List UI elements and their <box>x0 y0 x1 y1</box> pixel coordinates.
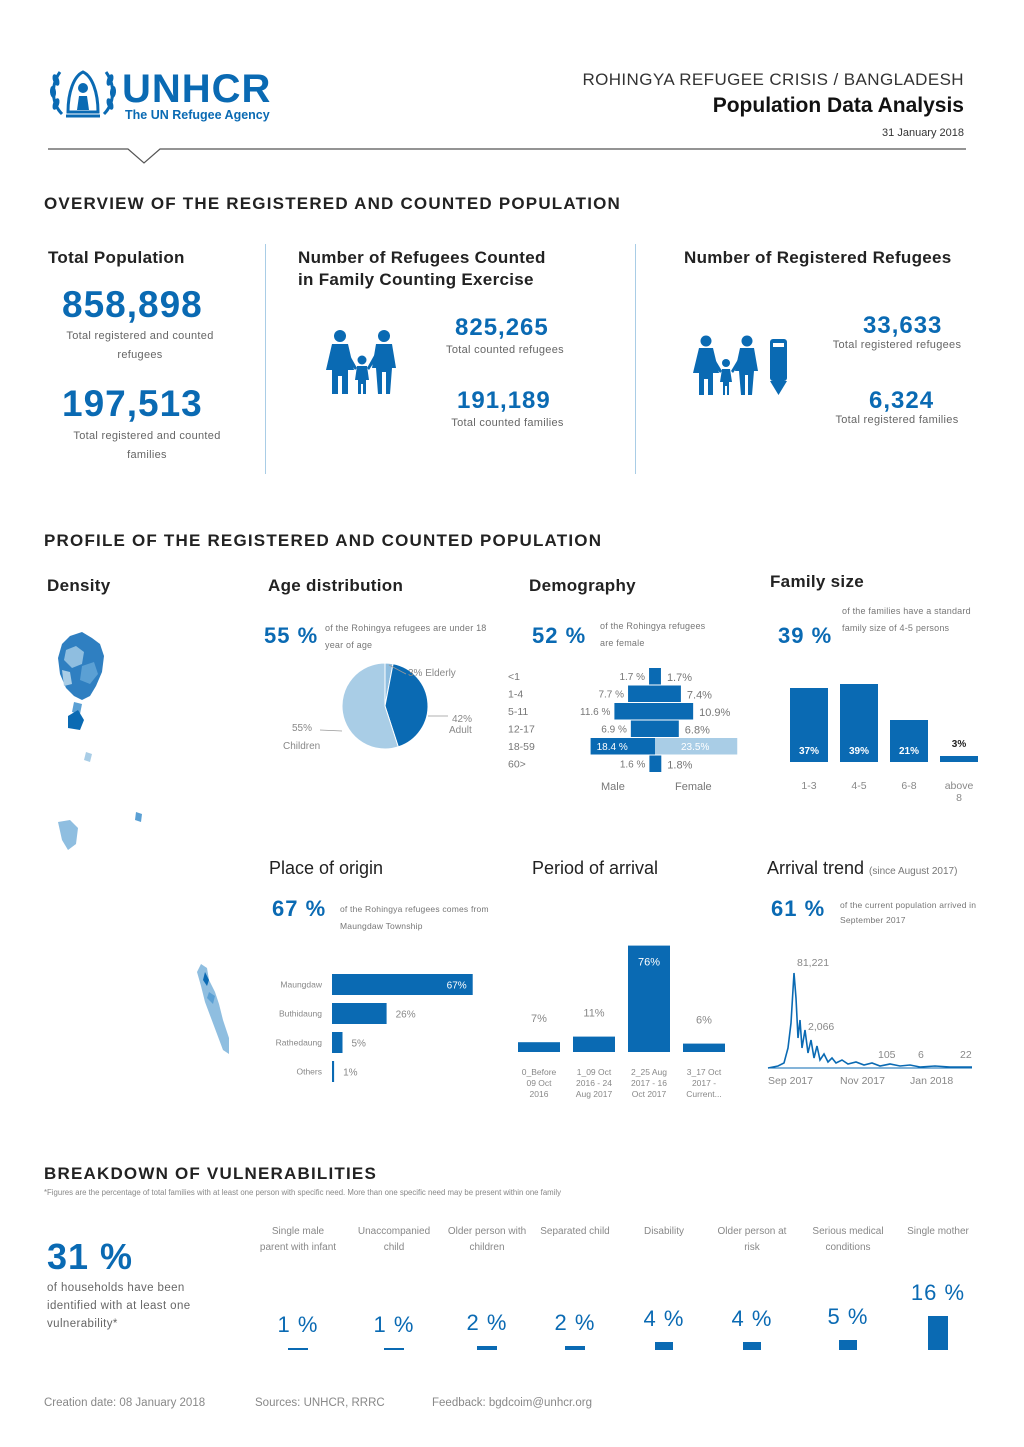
origin-pct: 67 % <box>272 896 327 921</box>
family-size-category-label: 1-3 <box>801 780 817 792</box>
vulnerabilities-note: *Figures are the percentage of total families with at least one person with specific need. More than one specific need may be present within one family <box>44 1188 562 1197</box>
pyramid-label-female: 7.4% <box>686 689 712 702</box>
vulnerability-label: Unaccompanied child <box>357 1226 431 1253</box>
family-size-text: of the families have a standard family size of 4-5 persons <box>842 606 971 633</box>
footer-feedback: Feedback: bgdcoim@unhcr.org <box>432 1397 592 1409</box>
trend-line <box>768 973 972 1068</box>
origin-bar <box>332 1003 387 1024</box>
period-category-label: Oct 2017 <box>631 1089 667 1099</box>
vulnerability-label: Older person at risk <box>717 1226 787 1253</box>
origin-text: of the Rohingya refugees comes from Maungdaw Township <box>340 904 489 931</box>
family-size-category-label: 4-5 <box>851 780 867 792</box>
pyramid-bar-female <box>655 686 681 703</box>
header-date: 31 January 2018 <box>882 127 964 139</box>
period-value-label: 76% <box>637 956 661 969</box>
vulnerability-value: 4 % <box>643 1305 685 1331</box>
trend-x-tick: Jan 2018 <box>910 1075 954 1087</box>
family-size-bar <box>940 756 978 762</box>
vulnerability-label: Disability <box>643 1226 684 1237</box>
pyramid-bar-female <box>655 668 661 685</box>
registered-families-label: Total registered families <box>835 414 959 426</box>
family-size-category-label: 8 <box>956 792 962 804</box>
demography-x-female: Female <box>675 781 712 793</box>
period-category-label: 2017 - <box>691 1078 717 1088</box>
origin-value-label: 67% <box>446 980 467 992</box>
period-category-label: Current... <box>686 1089 722 1099</box>
counted-heading-line2: in Family Counting Exercise <box>298 270 534 289</box>
pyramid-label-male: 1.7 % <box>619 672 646 683</box>
total-families-label: Total registered and counted families <box>73 430 221 461</box>
vulnerability-bar <box>477 1346 497 1350</box>
age-text: of the Rohingya refugees are under 18 year of age <box>325 623 487 650</box>
counted-families-value: 191,189 <box>457 387 551 414</box>
vulnerability-label: Single male parent with infant <box>259 1226 337 1253</box>
age-label-adult: Adult <box>449 725 472 736</box>
family-size-pct: 39 % <box>778 623 833 648</box>
vulnerability-value: 4 % <box>731 1305 773 1331</box>
pyramid-bar-male <box>631 721 655 738</box>
pyramid-age-label: 18-59 <box>508 741 535 753</box>
overview-separator-1 <box>265 244 266 474</box>
pyramid-label-male: 6.9 % <box>601 724 627 736</box>
overview-separator-2 <box>635 244 636 474</box>
pyramid-age-label: <1 <box>508 671 520 683</box>
counted-heading-line1: Number of Refugees Counted <box>298 248 546 267</box>
vulnerability-label: Single mother <box>907 1226 969 1237</box>
vulnerabilities-section-title: BREAKDOWN OF VULNERABILITIES <box>44 1164 377 1183</box>
origin-category-label: Maungdaw <box>280 979 322 990</box>
trend-heading <box>767 858 957 879</box>
family-size-category-label: 6-8 <box>901 780 917 792</box>
pyramid-bar-female <box>655 703 693 720</box>
age-label-children-pct: 55% <box>292 723 313 734</box>
pyramid-age-label: 1-4 <box>508 688 524 701</box>
header-crisis: ROHINGYA REFUGEE CRISIS / BANGLADESH <box>582 70 964 89</box>
age-label-children: Children <box>283 741 321 752</box>
period-value-label: 11% <box>583 1007 605 1020</box>
family-size-value-label: 21% <box>898 746 920 757</box>
period-category-label: 1_09 Oct <box>576 1067 612 1077</box>
origin-category-label: Buthidaung <box>278 1008 322 1019</box>
origin-category-label: Rathedaung <box>275 1037 322 1048</box>
pyramid-label-female: 23.5% <box>681 742 710 753</box>
trend-heading-note: (since August 2017) <box>869 866 958 877</box>
pyramid-bar-female <box>655 721 679 738</box>
family-size-value-label: 37% <box>798 746 820 757</box>
family-icon <box>326 330 402 396</box>
family-size-category-label: above <box>944 780 974 792</box>
trend-text: of the current population arrived in September 2017 <box>840 900 977 925</box>
pyramid-age-label: 60> <box>508 758 526 771</box>
period-category-label: 3_17 Oct <box>686 1067 722 1077</box>
family-registration-icon <box>693 335 793 397</box>
footer-sources: Sources: UNHCR, RRRC <box>255 1397 385 1409</box>
page-title: Population Data Analysis <box>712 94 964 117</box>
period-category-label: 2016 - 24 <box>576 1078 612 1088</box>
trend-annotation: 22 <box>960 1049 972 1061</box>
pyramid-age-label: 5-11 <box>508 706 529 718</box>
origin-value-label: 1% <box>343 1067 358 1079</box>
origin-bar-chart <box>255 968 495 1088</box>
pyramid-bar-male <box>649 668 655 685</box>
density-map <box>52 630 152 855</box>
overview-section-title: OVERVIEW OF THE REGISTERED AND COUNTED POPULATION <box>44 194 622 213</box>
unhcr-logo <box>48 64 298 126</box>
vulnerability-label: Separated child <box>540 1226 610 1237</box>
pyramid-age-label: 12-17 <box>508 723 535 736</box>
period-bar-chart <box>510 940 740 1105</box>
vulnerability-bar <box>565 1346 585 1350</box>
total-persons-value: 858,898 <box>62 284 203 325</box>
age-label-adult-pct: 42% <box>452 714 473 725</box>
age-pct: 55 % <box>264 623 319 648</box>
pyramid-label-female: 1.8% <box>667 759 693 772</box>
family-size-bar-chart <box>780 665 990 810</box>
registered-heading: Number of Registered Refugees <box>684 248 952 267</box>
family-size-value-label: 39% <box>848 746 870 757</box>
period-category-label: 0_Before <box>521 1067 557 1077</box>
vulnerability-bar <box>655 1342 673 1350</box>
total-families-value: 197,513 <box>62 383 203 424</box>
origin-bar <box>332 1061 334 1082</box>
vulnerability-value: 1 % <box>373 1311 415 1337</box>
total-persons-label: Total registered and counted refugees <box>66 330 214 361</box>
pyramid-label-female: 1.7% <box>666 672 693 684</box>
trend-x-tick: Nov 2017 <box>840 1075 885 1087</box>
pyramid-label-male: 18.4 % <box>596 742 628 753</box>
density-heading: Density <box>47 576 111 595</box>
laurel-icon <box>48 64 118 126</box>
family-size-heading: Family size <box>770 572 865 591</box>
origin-bar <box>332 1032 343 1053</box>
counted-persons-label: Total counted refugees <box>446 344 564 356</box>
trend-annotation: 2,066 <box>808 1021 835 1033</box>
origin-category-label: Others <box>296 1066 322 1077</box>
vulnerability-bar <box>288 1348 308 1350</box>
counted-families-label: Total counted families <box>451 417 564 429</box>
counted-persons-value: 825,265 <box>455 314 549 341</box>
pie-leader-children <box>320 730 342 731</box>
vulnerability-value: 2 % <box>554 1309 596 1335</box>
period-category-label: 09 Oct <box>526 1078 552 1088</box>
total-population-heading: Total Population <box>48 248 185 267</box>
trend-x-tick: Sep 2017 <box>768 1075 813 1087</box>
trend-annotation: 6 <box>918 1049 924 1061</box>
period-heading: Period of arrival <box>532 858 659 878</box>
demography-pct: 52 % <box>532 623 587 648</box>
pyramid-label-male: 11.6 % <box>580 707 611 718</box>
origin-heading: Place of origin <box>269 858 384 878</box>
vulnerability-bar <box>743 1342 761 1350</box>
pyramid-label-female: 10.9% <box>699 707 731 719</box>
pyramid-bar-male <box>649 756 655 773</box>
vulnerability-label: Serious medical conditions <box>812 1226 884 1253</box>
origin-value-label: 5% <box>351 1038 366 1050</box>
period-value-label: 7% <box>531 1013 547 1026</box>
pyramid-label-female: 6.8% <box>684 724 710 737</box>
vulnerabilities-text: of households have been identified with at least one vulnerability* <box>47 1282 191 1330</box>
pyramid-label-male: 1.6 % <box>619 759 646 771</box>
trend-pct: 61 % <box>771 896 826 921</box>
period-bar <box>518 1042 560 1052</box>
vulnerability-value: 1 % <box>277 1311 319 1337</box>
period-bar <box>683 1044 725 1052</box>
vulnerabilities-pct: 31 % <box>47 1236 134 1277</box>
age-label-elderly: 3% Elderly <box>408 668 456 679</box>
period-category-label: 2016 <box>529 1089 549 1099</box>
demography-heading: Demography <box>529 576 636 595</box>
header-rule <box>48 145 968 167</box>
family-size-value-label: 3% <box>951 739 967 750</box>
trend-annotation: 81,221 <box>797 957 830 969</box>
footer-creation: Creation date: 08 January 2018 <box>44 1397 206 1409</box>
demography-x-male: Male <box>601 781 625 793</box>
period-category-label: 2_25 Aug <box>631 1067 667 1077</box>
demography-text: of the Rohingya refugees are female <box>600 621 706 648</box>
vulnerability-bar <box>384 1348 404 1350</box>
vulnerability-value: 5 % <box>827 1303 869 1329</box>
vulnerability-value: 16 % <box>910 1280 966 1306</box>
period-category-label: 2017 - 16 <box>631 1078 667 1088</box>
demography-pyramid-chart <box>500 665 750 795</box>
pyramid-bar-male <box>614 703 655 720</box>
logo-tagline: The UN Refugee Agency <box>125 108 270 122</box>
vulnerability-label: Older person with children <box>447 1226 527 1253</box>
trend-heading-text: Arrival trend <box>767 858 865 878</box>
vulnerability-bar <box>839 1340 857 1351</box>
period-category-label: Aug 2017 <box>575 1089 613 1099</box>
pyramid-bar-male <box>628 686 655 703</box>
vulnerability-value: 2 % <box>466 1309 508 1335</box>
age-heading: Age distribution <box>268 576 404 595</box>
logo-name: UNHCR <box>122 67 272 111</box>
period-value-label: 6% <box>696 1014 712 1027</box>
pyramid-bar-female <box>655 756 661 773</box>
registered-families-value: 6,324 <box>869 387 935 414</box>
trend-annotation: 105 <box>878 1049 896 1061</box>
period-bar <box>573 1037 615 1052</box>
rakhine-map <box>195 962 235 1057</box>
registered-persons-value: 33,633 <box>863 312 943 339</box>
profile-section-title: PROFILE OF THE REGISTERED AND COUNTED POPULATION <box>44 531 603 550</box>
pyramid-label-male: 7.7 % <box>598 689 625 701</box>
origin-value-label: 26% <box>395 1009 416 1021</box>
trend-line-chart <box>760 950 990 1095</box>
registered-persons-label: Total registered refugees <box>832 339 962 351</box>
vulnerability-bar <box>928 1316 948 1350</box>
